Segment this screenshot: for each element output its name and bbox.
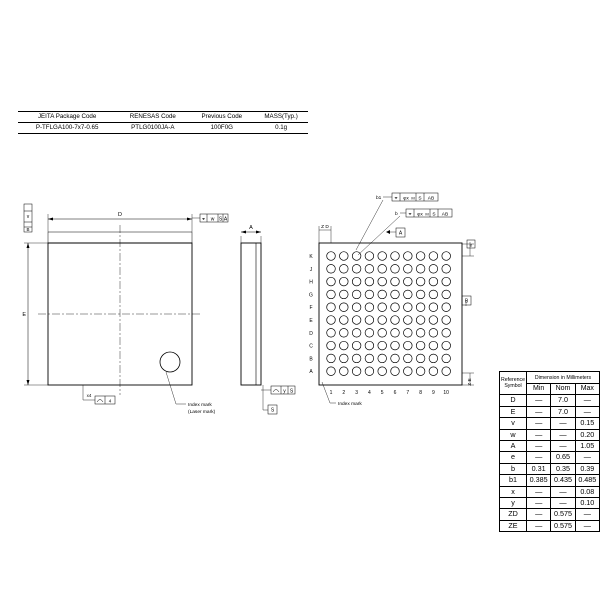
b1-tol: φx: [403, 196, 409, 202]
tolerance-frame-w: [192, 214, 228, 223]
ball-pad: [404, 252, 413, 261]
ball-pad: [378, 316, 387, 325]
column-label: 5: [380, 390, 384, 396]
dimension-cell-nom: —: [551, 418, 575, 429]
b1-s: S: [418, 196, 422, 202]
ball-pad: [378, 265, 387, 274]
ball-pad: [442, 367, 451, 376]
ball-pad: [352, 252, 361, 261]
svg-text:S: S: [218, 216, 223, 223]
dimension-cell-nom: 7.0: [551, 395, 575, 406]
header-mass: MASS(Typ.): [254, 112, 308, 123]
dimension-cell-min: —: [527, 395, 551, 406]
ball-pad: [352, 303, 361, 312]
b-tol: φx: [417, 212, 423, 218]
ball-pad: [442, 354, 451, 363]
column-label: 8: [419, 390, 422, 396]
dim-label-e: E: [22, 312, 26, 318]
ball-pad: [352, 265, 361, 274]
ball-pad: [442, 329, 451, 338]
header-dim-mm: Dimension in Millimeters: [527, 372, 600, 384]
ball-pad: [365, 265, 374, 274]
row-label: C: [309, 343, 313, 350]
index-mark-label-top: Index mark: [188, 403, 212, 408]
ball-pad: [429, 341, 438, 350]
ball-pad: [352, 329, 361, 338]
value-jeita: P-TFLGA100-7x7-0.65: [18, 123, 116, 134]
ball-pad: [429, 290, 438, 299]
ball-pad: [378, 290, 387, 299]
ball-pad: [327, 329, 336, 338]
ball-pad: [352, 277, 361, 286]
ball-pad: [327, 303, 336, 312]
ball-pad: [340, 329, 349, 338]
dimension-cell-min: 0.385: [527, 475, 551, 486]
dim-label-ze: Z E: [468, 378, 473, 386]
ball-pad: [378, 277, 387, 286]
callout-b1: [356, 193, 438, 250]
header-renesas: RENESAS Code: [116, 112, 189, 123]
header-min: Min: [527, 384, 551, 395]
ball-pad: [391, 265, 400, 274]
ball-pad: [378, 341, 387, 350]
row-label: G: [309, 292, 313, 299]
ball-pad: [340, 354, 349, 363]
column-labels: [330, 390, 450, 396]
dimension-cell-max: —: [575, 406, 599, 417]
dimension-cell-max: —: [575, 509, 599, 520]
dimension-cell-sym: A: [500, 441, 527, 452]
side-view: [241, 225, 295, 414]
row-label: H: [309, 279, 313, 286]
ball-pad: [365, 341, 374, 350]
ball-pad: [365, 303, 374, 312]
ball-pad: [340, 316, 349, 325]
column-label: 7: [406, 390, 410, 396]
ball-pad: [442, 277, 451, 286]
ball-pad: [429, 277, 438, 286]
dim-label-a: A: [249, 225, 253, 231]
datum-a-label: A: [398, 230, 403, 237]
ball-pad: [404, 341, 413, 350]
ball-pad: [352, 290, 361, 299]
dimension-cell-nom: —: [551, 429, 575, 440]
dimension-cell-max: 0.39: [575, 463, 599, 474]
ball-pad: [391, 367, 400, 376]
ball-pad: [327, 277, 336, 286]
b1-mod: M: [411, 195, 415, 201]
ball-pad: [442, 316, 451, 325]
ball-pad: [416, 290, 425, 299]
ball-pad: [340, 265, 349, 274]
dimension-rows: [500, 395, 600, 532]
ball-pad: [365, 329, 374, 338]
ball-pad: [404, 277, 413, 286]
ball-pad: [340, 252, 349, 261]
dimension-cell-min: —: [527, 441, 551, 452]
dimension-table: [499, 371, 600, 532]
tol-v-label: v: [26, 214, 30, 220]
top-view: [22, 204, 228, 415]
ball-pad: [391, 354, 400, 363]
dimension-cell-sym: D: [500, 395, 527, 406]
ball-pad: [404, 316, 413, 325]
ball-pad: [404, 303, 413, 312]
package-body-bottom: [319, 243, 462, 385]
dimension-cell-max: —: [575, 395, 599, 406]
ball-pad: [378, 354, 387, 363]
ball-pad: [442, 252, 451, 261]
column-label: 1: [329, 390, 333, 396]
ball-pad: [391, 329, 400, 338]
ball-pad: [365, 316, 374, 325]
tolerance-frame-x4: [83, 385, 115, 404]
ball-pad: [327, 354, 336, 363]
ball-pad: [391, 277, 400, 286]
row-label: D: [309, 330, 313, 337]
package-body-side: [241, 243, 261, 385]
datum-s-marker: [263, 385, 277, 414]
tol-y-label: y: [283, 388, 286, 395]
dimension-row: [500, 475, 600, 486]
dimension-cell-max: 0.08: [575, 486, 599, 497]
ball-pad: [340, 367, 349, 376]
row-label: F: [309, 305, 313, 312]
ball-pad: [416, 367, 425, 376]
ball-pad: [327, 252, 336, 261]
dimension-row: [500, 463, 600, 474]
dimension-cell-min: —: [527, 520, 551, 531]
column-label: 3: [355, 390, 358, 396]
ball-grid: [327, 252, 451, 376]
dimension-row: [500, 406, 600, 417]
bottom-view: [309, 193, 475, 407]
ball-pad: [404, 354, 413, 363]
index-mark-circle: [160, 352, 180, 372]
ball-pad: [365, 367, 374, 376]
tol-x4-label: x4: [86, 393, 92, 398]
ball-pad: [340, 341, 349, 350]
datum-a-marker: [386, 228, 405, 237]
dimension-cell-max: 0.485: [575, 475, 599, 486]
dimension-cell-max: —: [575, 520, 599, 531]
ball-pad: [416, 329, 425, 338]
column-label: 10: [443, 390, 449, 396]
ball-pad: [378, 303, 387, 312]
ball-pad: [416, 277, 425, 286]
ball-pad: [404, 329, 413, 338]
dimension-cell-sym: e: [500, 452, 527, 463]
ball-pad: [442, 290, 451, 299]
dimension-cell-nom: —: [551, 486, 575, 497]
ball-pad: [429, 303, 438, 312]
dimension-cell-sym: b1: [500, 475, 527, 486]
dim-label-d: D: [118, 212, 122, 218]
dimension-row: [500, 498, 600, 509]
ball-pad: [429, 316, 438, 325]
dimension-cell-min: —: [527, 498, 551, 509]
dimension-cell-min: —: [527, 429, 551, 440]
ball-pad: [327, 316, 336, 325]
dimension-cell-sym: ZE: [500, 520, 527, 531]
ball-pad: [391, 252, 400, 261]
ball-pad: [404, 290, 413, 299]
ball-pad: [365, 290, 374, 299]
ball-pad: [442, 341, 451, 350]
ball-pad: [378, 252, 387, 261]
ball-pad: [327, 367, 336, 376]
dimension-cell-nom: 0.435: [551, 475, 575, 486]
value-renesas: PTLG0100JA-A: [116, 123, 189, 134]
row-label: E: [309, 318, 313, 324]
datum-b-label: B: [464, 298, 469, 305]
ball-pad: [340, 303, 349, 312]
b-mod: M: [425, 211, 429, 217]
ball-pad: [352, 316, 361, 325]
dimension-cell-sym: ZD: [500, 509, 527, 520]
header-previous: Previous Code: [189, 112, 254, 123]
column-label: 4: [368, 390, 371, 396]
dimension-cell-max: —: [575, 452, 599, 463]
dimension-cell-nom: 7.0: [551, 406, 575, 417]
ball-pad: [378, 329, 387, 338]
datum-a-ref: A: [223, 216, 228, 223]
b-label: b: [395, 212, 398, 217]
b-s: S: [432, 212, 436, 218]
ball-pad: [429, 329, 438, 338]
dimension-cell-nom: 0.35: [551, 463, 575, 474]
column-label: 2: [342, 390, 346, 396]
header-jeita: JEITA Package Code: [18, 112, 116, 123]
dimension-cell-nom: 0.575: [551, 520, 575, 531]
dimension-cell-sym: b: [500, 463, 527, 474]
ball-pad: [352, 354, 361, 363]
ball-pad: [429, 265, 438, 274]
ball-pad: [416, 265, 425, 274]
row-labels: [309, 254, 313, 375]
ball-pad: [327, 265, 336, 274]
dimension-cell-min: 0.31: [527, 463, 551, 474]
header-nom: Nom: [551, 384, 575, 395]
header-max: Max: [575, 384, 599, 395]
ball-pad: [365, 277, 374, 286]
datum-s-label: S: [270, 407, 275, 414]
svg-text:⌖: ⌖: [394, 195, 398, 202]
ball-pad: [378, 367, 387, 376]
ball-pad: [340, 290, 349, 299]
index-mark-label-bottom: Index mark: [338, 402, 362, 407]
ball-pad: [404, 265, 413, 274]
dimension-row: [500, 486, 600, 497]
dimension-row: [500, 452, 600, 463]
ball-pad: [429, 354, 438, 363]
tol-4-label: 4: [108, 398, 112, 404]
dim-label-zd: Z D: [321, 225, 329, 230]
ball-pad: [416, 354, 425, 363]
dimension-cell-max: 1.05: [575, 441, 599, 452]
ball-pad: [429, 367, 438, 376]
ball-pad: [442, 265, 451, 274]
ball-pad: [365, 252, 374, 261]
row-label: B: [309, 356, 313, 363]
dimension-cell-min: —: [527, 406, 551, 417]
svg-text:⌖: ⌖: [408, 211, 412, 218]
dimension-row: [500, 520, 600, 531]
column-label: 6: [393, 390, 397, 396]
ball-pad: [365, 354, 374, 363]
row-label: K: [309, 254, 313, 260]
ball-pad: [391, 341, 400, 350]
tolerance-frame-v: [24, 204, 32, 232]
dimension-cell-sym: v: [500, 418, 527, 429]
datum-b-ref: B: [26, 227, 30, 232]
row-label: J: [309, 266, 313, 273]
ball-pad: [391, 316, 400, 325]
dimension-row: [500, 429, 600, 440]
tolerance-frame-y: [261, 386, 295, 395]
ball-pad: [442, 303, 451, 312]
ball-pad: [404, 367, 413, 376]
ball-pad: [429, 252, 438, 261]
dimension-cell-min: —: [527, 486, 551, 497]
header-ref-symbol: Reference Symbol: [500, 372, 527, 395]
ball-pad: [327, 290, 336, 299]
dimension-cell-min: —: [527, 509, 551, 520]
b1-label: b1: [376, 196, 382, 201]
dimension-cell-sym: y: [500, 498, 527, 509]
datum-b-marker: [462, 296, 471, 306]
column-label: 9: [432, 390, 435, 396]
ball-pad: [416, 341, 425, 350]
dimension-cell-sym: E: [500, 406, 527, 417]
ball-pad: [391, 290, 400, 299]
ball-pad: [352, 341, 361, 350]
tol-w-label: w: [210, 216, 215, 223]
ball-pad: [391, 303, 400, 312]
dimension-cell-max: 0.10: [575, 498, 599, 509]
dimension-cell-max: 0.15: [575, 418, 599, 429]
dimension-row: [500, 418, 600, 429]
dimension-cell-nom: 0.575: [551, 509, 575, 520]
svg-text:⌖: ⌖: [202, 216, 205, 223]
dimension-row: [500, 395, 600, 406]
dim-label-e-pitch: e: [469, 243, 473, 249]
ball-pad: [416, 303, 425, 312]
dimension-row: [500, 509, 600, 520]
dimension-row: [500, 441, 600, 452]
b-datum: AB: [441, 212, 449, 218]
dimension-cell-sym: x: [500, 486, 527, 497]
b1-datum: AB: [427, 196, 435, 202]
value-previous: 100F0G: [189, 123, 254, 134]
ball-pad: [340, 277, 349, 286]
ball-pad: [416, 316, 425, 325]
row-label: A: [309, 369, 313, 376]
index-mark-sublabel-top: (Laser mark): [188, 410, 216, 415]
ball-pad: [416, 252, 425, 261]
ball-pad: [352, 367, 361, 376]
tol-s-label: S: [289, 388, 294, 395]
dimension-cell-nom: —: [551, 441, 575, 452]
dimension-cell-max: 0.20: [575, 429, 599, 440]
value-mass: 0.1g: [254, 123, 308, 134]
ball-pad: [327, 341, 336, 350]
dimension-cell-min: —: [527, 452, 551, 463]
dimension-cell-sym: w: [500, 429, 527, 440]
dimension-cell-nom: —: [551, 498, 575, 509]
dimension-cell-min: —: [527, 418, 551, 429]
dimension-cell-nom: 0.65: [551, 452, 575, 463]
